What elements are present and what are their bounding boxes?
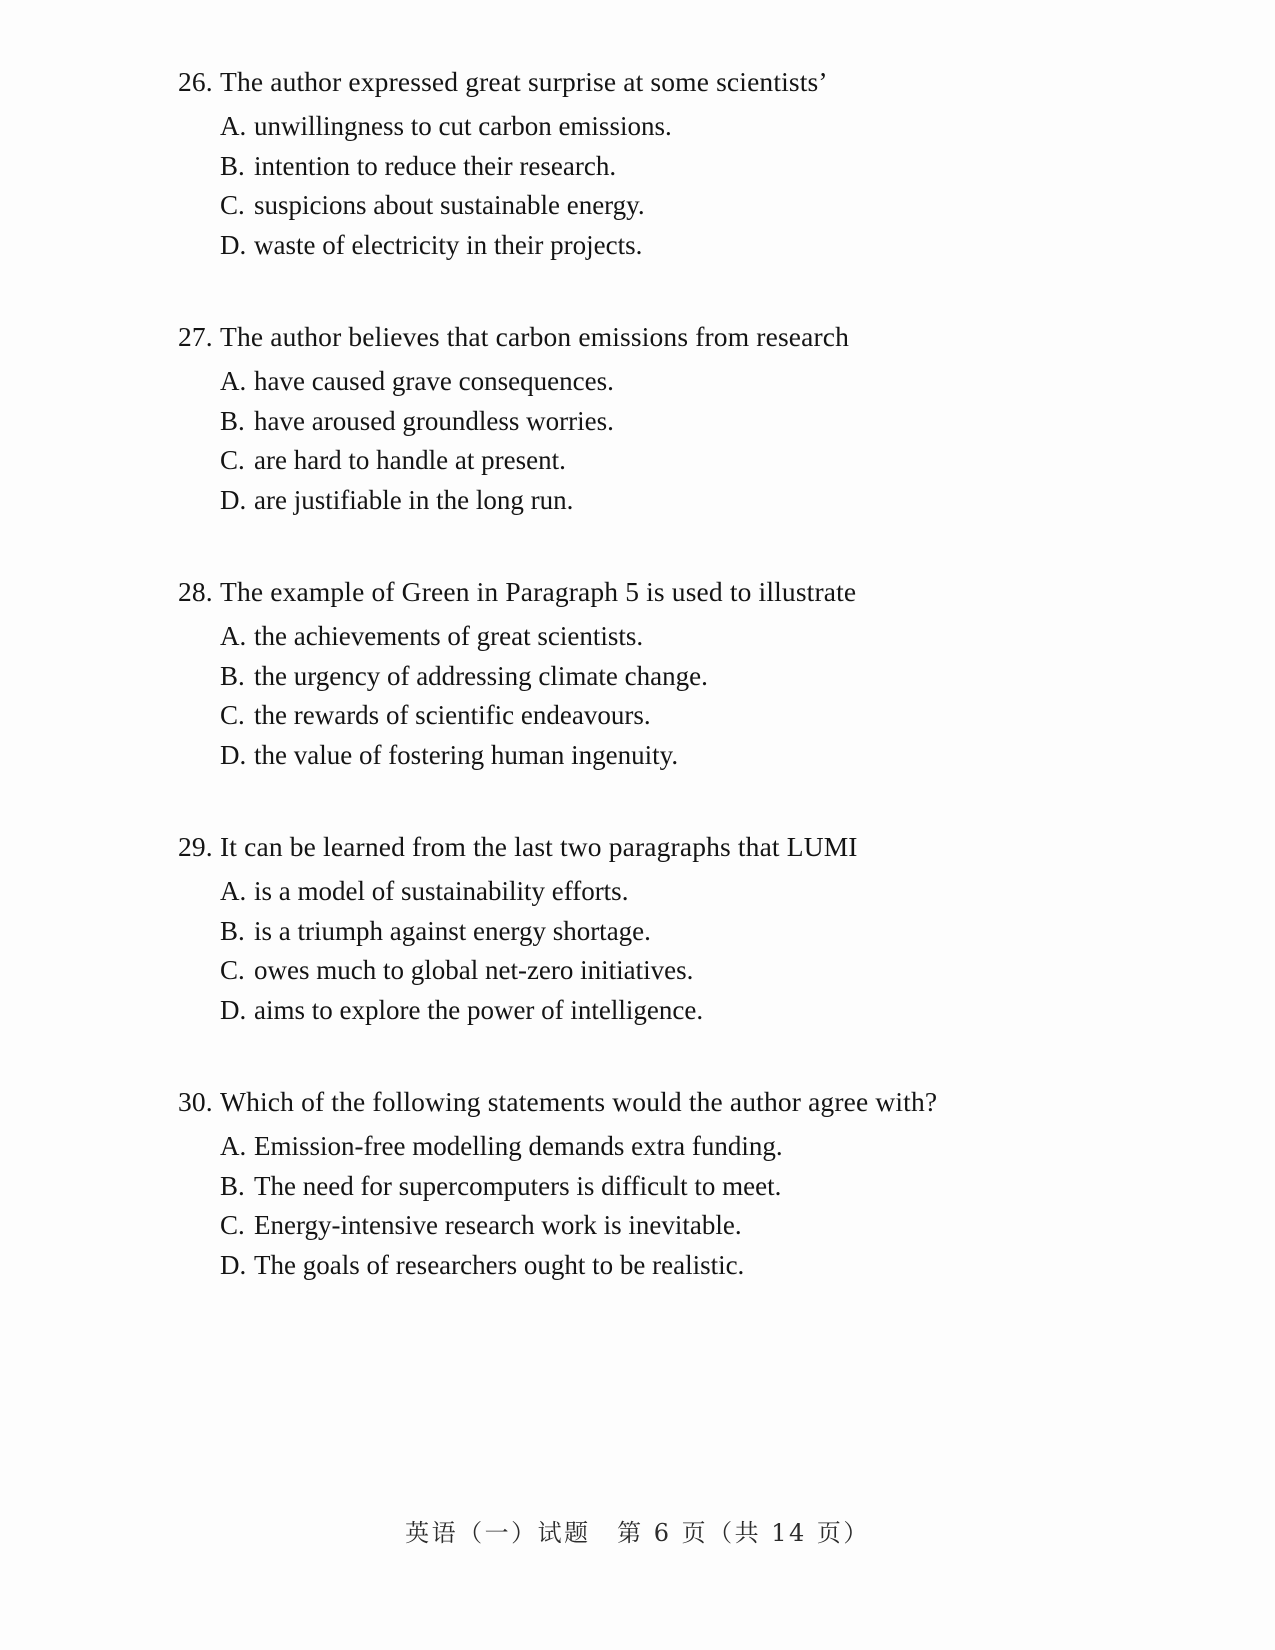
question-text: It can be learned from the last two paragraphs that LUMI [220,831,858,862]
option-text: is a triumph against energy shortage. [254,915,651,946]
option-c[interactable] [178,441,1108,481]
option-d[interactable] [178,481,1108,521]
footer-text: 英语（一）试题 第 6 页（共 14 页） [405,1519,870,1547]
option-letter: A. [220,876,247,906]
question-text: The example of Green in Paragraph 5 is used to illustrate [220,576,857,607]
option-letter: B. [220,405,245,436]
option-list [178,872,1108,1030]
question-number: 26. [178,66,213,97]
option-text: Emission-free modelling demands extra funding. [254,1131,783,1161]
option-text: the achievements of great scientists. [254,621,644,651]
option-letter: D. [220,739,247,770]
question-block [178,1082,1108,1285]
option-a[interactable] [178,362,1108,402]
option-d[interactable] [178,736,1108,776]
option-text: aims to explore the power of intelligence. [254,994,704,1025]
question-stem [178,317,1108,357]
option-letter: A. [220,1131,247,1161]
option-letter: B. [220,1170,245,1201]
option-letter: A. [220,621,247,651]
questions-container [178,62,1108,1337]
option-b[interactable] [178,657,1108,697]
question-number: 30. [178,1086,213,1117]
page-footer [0,1516,1275,1550]
option-letter: D. [220,229,247,260]
option-text: suspicions about sustainable energy. [254,190,645,220]
option-list [178,107,1108,265]
option-letter: C. [220,445,245,475]
option-letter: B. [220,150,245,181]
option-letter: C. [220,700,245,730]
option-text: are hard to handle at present. [254,445,566,475]
question-block [178,317,1108,520]
question-text: The author believes that carbon emissions from research [220,321,850,352]
option-text: intention to reduce their research. [254,150,617,181]
question-text: The author expressed great surprise at some scientists’ [220,66,828,97]
option-text: The need for supercomputers is difficult to meet. [254,1170,782,1201]
option-b[interactable] [178,912,1108,952]
option-c[interactable] [178,696,1108,736]
question-stem [178,827,1108,867]
option-text: have caused grave consequences. [254,366,614,396]
option-text: the value of fostering human ingenuity. [254,739,679,770]
option-letter: A. [220,111,247,141]
question-block [178,572,1108,775]
option-text: unwillingness to cut carbon emissions. [254,111,672,141]
option-a[interactable] [178,872,1108,912]
option-c[interactable] [178,1206,1108,1246]
option-letter: B. [220,660,245,691]
question-stem [178,572,1108,612]
option-text: are justifiable in the long run. [254,484,574,515]
option-d[interactable] [178,226,1108,266]
option-text: the urgency of addressing climate change. [254,660,708,691]
question-number: 27. [178,321,213,352]
option-list [178,362,1108,520]
option-a[interactable] [178,617,1108,657]
option-letter: C. [220,190,245,220]
question-stem [178,1082,1108,1122]
option-text: The goals of researchers ought to be realistic. [254,1249,745,1280]
option-letter: B. [220,915,245,946]
option-letter: D. [220,484,247,515]
option-letter: D. [220,994,247,1025]
option-text: is a model of sustainability efforts. [254,876,629,906]
option-text: waste of electricity in their projects. [254,229,643,260]
option-letter: C. [220,1210,245,1240]
option-text: have aroused groundless worries. [254,405,614,436]
option-b[interactable] [178,147,1108,187]
option-letter: C. [220,955,245,985]
option-c[interactable] [178,186,1108,226]
option-list [178,617,1108,775]
option-b[interactable] [178,1167,1108,1207]
question-number: 28. [178,576,213,607]
question-block [178,62,1108,265]
option-letter: D. [220,1249,247,1280]
option-d[interactable] [178,1246,1108,1286]
option-text: the rewards of scientific endeavours. [254,700,651,730]
question-stem [178,62,1108,102]
option-letter: A. [220,366,247,396]
option-a[interactable] [178,1127,1108,1167]
question-text: Which of the following statements would the author agree with? [220,1086,938,1117]
option-c[interactable] [178,951,1108,991]
option-d[interactable] [178,991,1108,1031]
option-a[interactable] [178,107,1108,147]
question-block [178,827,1108,1030]
option-b[interactable] [178,402,1108,442]
option-text: Energy-intensive research work is inevitable. [254,1210,742,1240]
option-list [178,1127,1108,1285]
option-text: owes much to global net-zero initiatives. [254,955,694,985]
question-number: 29. [178,831,213,862]
